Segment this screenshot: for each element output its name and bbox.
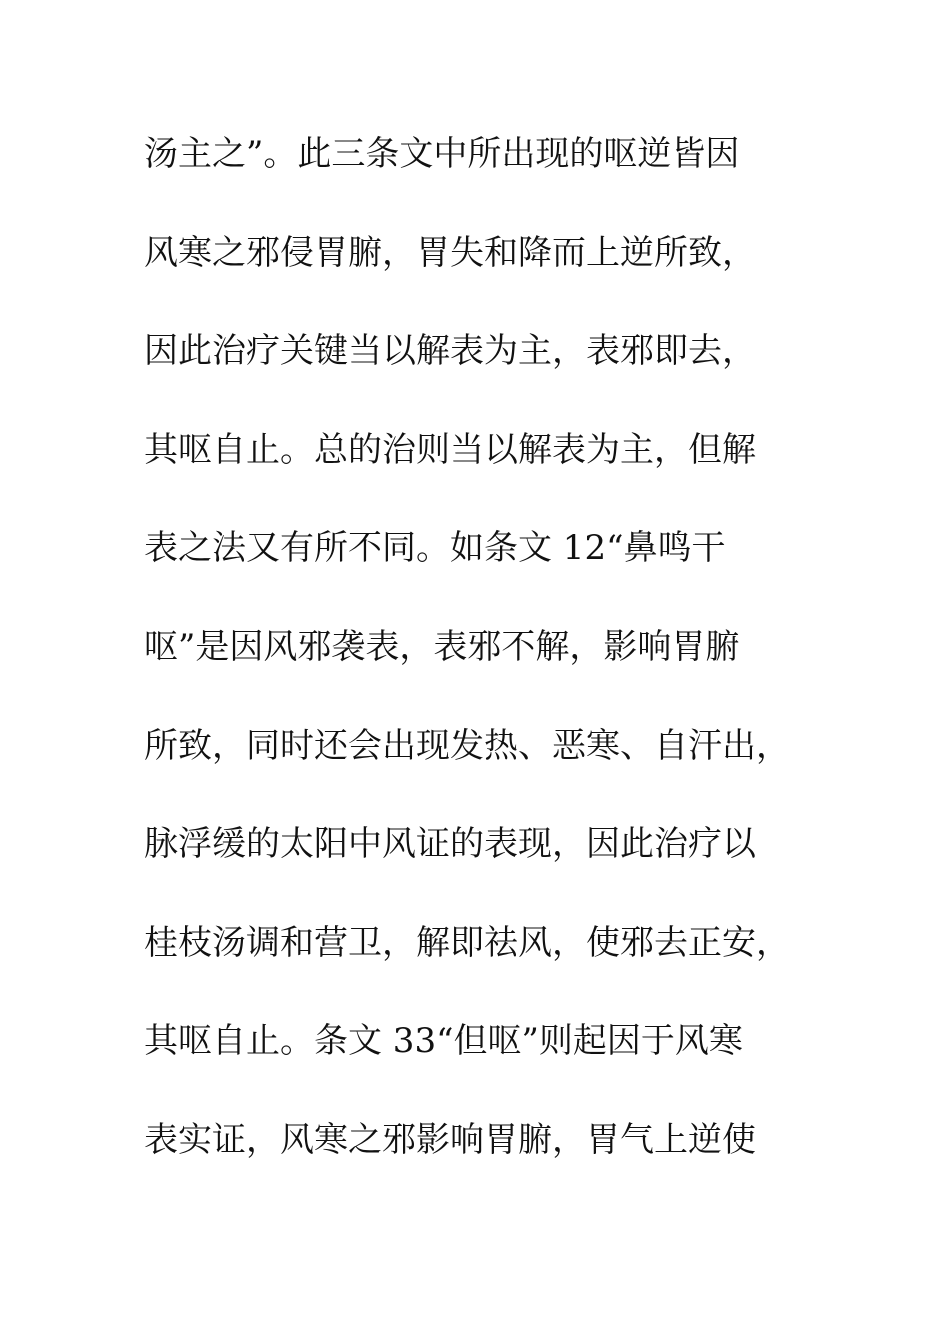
text-line: 桂枝汤调和营卫，解即祛风，使邪去正安， [144,922,790,963]
text-line: 脉浮缓的太阳中风证的表现，因此治疗以 [144,824,756,865]
text-line: 所致，同时还会出现发热、恶寒、自汗出， [144,725,790,766]
text-line: 因此治疗关键当以解表为主，表邪即去， [144,331,756,372]
text-line: 表实证，风寒之邪影响胃腑，胃气上逆使 [144,1119,756,1160]
body-text [144,126,844,1211]
text-line: 汤主之”。此三条文中所出现的呕逆皆因 [144,134,740,174]
text-line: 呕”是因风邪袭表，表邪不解，影响胃腑 [144,626,740,667]
text-line: 其呕自止。条文 33“但呕”则起因于风寒 [144,1021,743,1062]
text-line: 其呕自止。总的治则当以解表为主，但解 [144,429,756,470]
text-line: 风寒之邪侵胃腑，胃失和降而上逆所致， [144,232,756,273]
text-line: 表之法又有所不同。如条文 12“鼻鸣干 [144,528,726,569]
